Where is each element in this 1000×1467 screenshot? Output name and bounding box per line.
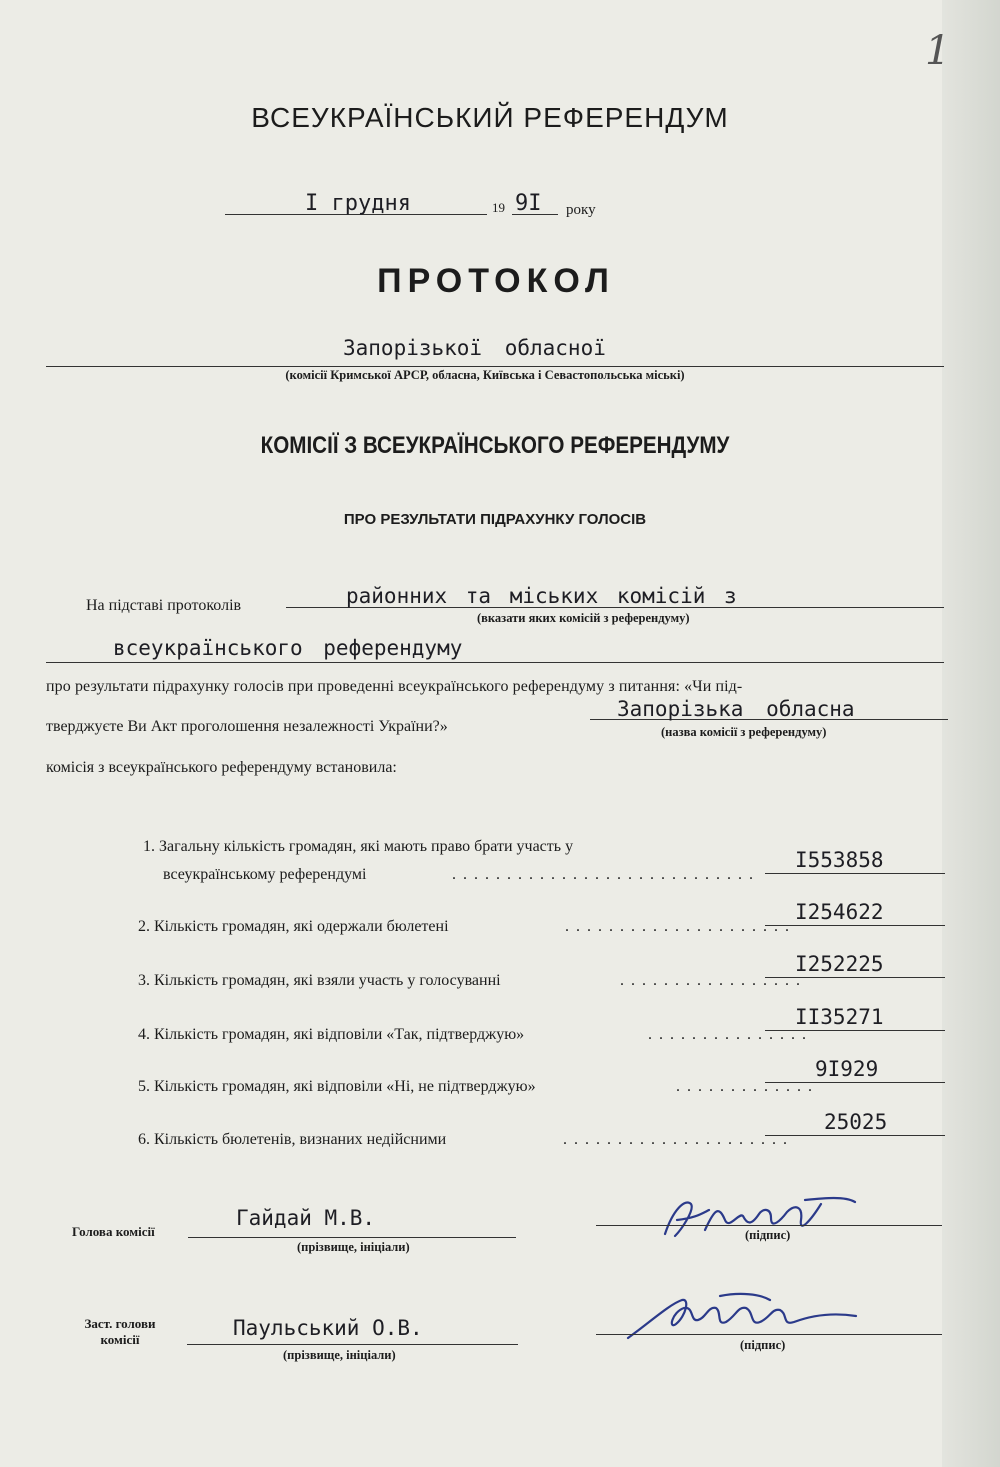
basis-value-line1: районних та міських комісій з — [346, 584, 737, 608]
result-underline — [765, 925, 945, 926]
name-underline — [188, 1237, 516, 1238]
question-line3: комісія з всеукраїнського референдуму встановила: — [46, 759, 397, 776]
document-title: ПРОТОКОЛ — [377, 262, 615, 300]
signature-name: Гайдай М.В. — [236, 1206, 376, 1230]
result-label: 5. Кількість громадян, які відповіли «Ні, не підтверджую» — [138, 1078, 536, 1095]
commission-underline — [46, 366, 944, 367]
leader-dots: ..................... — [565, 918, 796, 935]
result-label: 1. Загальну кількість громадян, які мають право брати участь у — [143, 838, 574, 855]
result-label-continued: всеукраїнському референдумі — [163, 866, 367, 883]
name-caption: (прізвище, ініціали) — [283, 1348, 396, 1362]
date-year-prefix: 19 — [492, 200, 505, 215]
signature-role: Заст. голови — [84, 1316, 156, 1331]
basis-label: На підставі протоколів — [86, 597, 242, 614]
result-underline — [765, 1082, 945, 1083]
question-commission-caption: (назва комісії з референдуму) — [661, 725, 827, 739]
result-value: I252225 — [795, 952, 884, 976]
commission-caption: (комісії Кримської АРСР, обласна, Київська і Севастопольська міські) — [285, 368, 685, 382]
leader-dots: ............. — [676, 1078, 819, 1095]
result-label: 4. Кількість громадян, які відповіли «Так, підтверджую» — [138, 1026, 525, 1043]
result-underline — [765, 1030, 945, 1031]
commission-name: Запорізької обласної — [343, 336, 606, 360]
referendum-header: ВСЕУКРАЇНСЬКИЙ РЕФЕРЕНДУМ — [251, 102, 729, 133]
name-underline — [187, 1344, 518, 1345]
signature-caption: (підпис) — [745, 1228, 791, 1242]
basis-caption: (вказати яких комісій з референдуму) — [477, 611, 690, 625]
result-value: II35271 — [795, 1005, 884, 1029]
result-value: 25025 — [824, 1110, 888, 1134]
signature-name: Паульський О.В. — [233, 1316, 423, 1340]
page-number: 1 — [925, 28, 951, 74]
result-underline — [765, 1135, 945, 1136]
question-commission-value: Запорізька обласна — [617, 697, 855, 721]
result-value: I254622 — [795, 900, 884, 924]
result-label: 3. Кількість громадян, які взяли участь у голосуванні — [138, 972, 501, 989]
basis-underline-2 — [46, 662, 944, 663]
result-label: 2. Кількість громадян, які одержали бюлетені — [138, 918, 449, 935]
result-underline — [765, 977, 945, 978]
leader-dots: ............................ — [452, 866, 760, 883]
leader-dots: ..................... — [563, 1131, 794, 1148]
leader-dots: ............... — [648, 1026, 813, 1043]
result-label: 6. Кількість бюлетенів, визнаних недійсними — [138, 1131, 447, 1148]
name-caption: (прізвище, ініціали) — [297, 1240, 410, 1254]
bleed-through-page-edge — [942, 0, 1000, 1467]
signature-underline — [596, 1225, 942, 1226]
subheading: ПРО РЕЗУЛЬТАТИ ПІДРАХУНКУ ГОЛОСІВ — [343, 511, 647, 528]
signature-underline — [596, 1334, 942, 1335]
result-underline — [765, 873, 945, 874]
signature-caption: (підпис) — [740, 1338, 786, 1352]
result-value: I553858 — [795, 848, 884, 872]
date-year-suffix: 9I — [515, 191, 542, 216]
signature-role: Голова комісії — [72, 1224, 155, 1239]
leader-dots: ................. — [620, 972, 807, 989]
date-day-month: I грудня — [305, 191, 411, 216]
date-year-word: року — [566, 202, 596, 218]
signature-role-continued: комісії — [100, 1332, 140, 1347]
basis-value-line2: всеукраїнського референдуму — [113, 636, 463, 660]
question-line1: про результати підрахунку голосів при проведенні всеукраїнського референдуму з питання: «Чи під- — [46, 678, 743, 695]
commission-heading: КОМІСІЇ З ВСЕУКРАЇНСЬКОГО РЕФЕРЕНДУМУ — [260, 432, 730, 459]
result-value: 9I929 — [815, 1057, 879, 1081]
question-line2: тверджуєте Ви Акт проголошення незалежності України?» — [46, 718, 448, 735]
